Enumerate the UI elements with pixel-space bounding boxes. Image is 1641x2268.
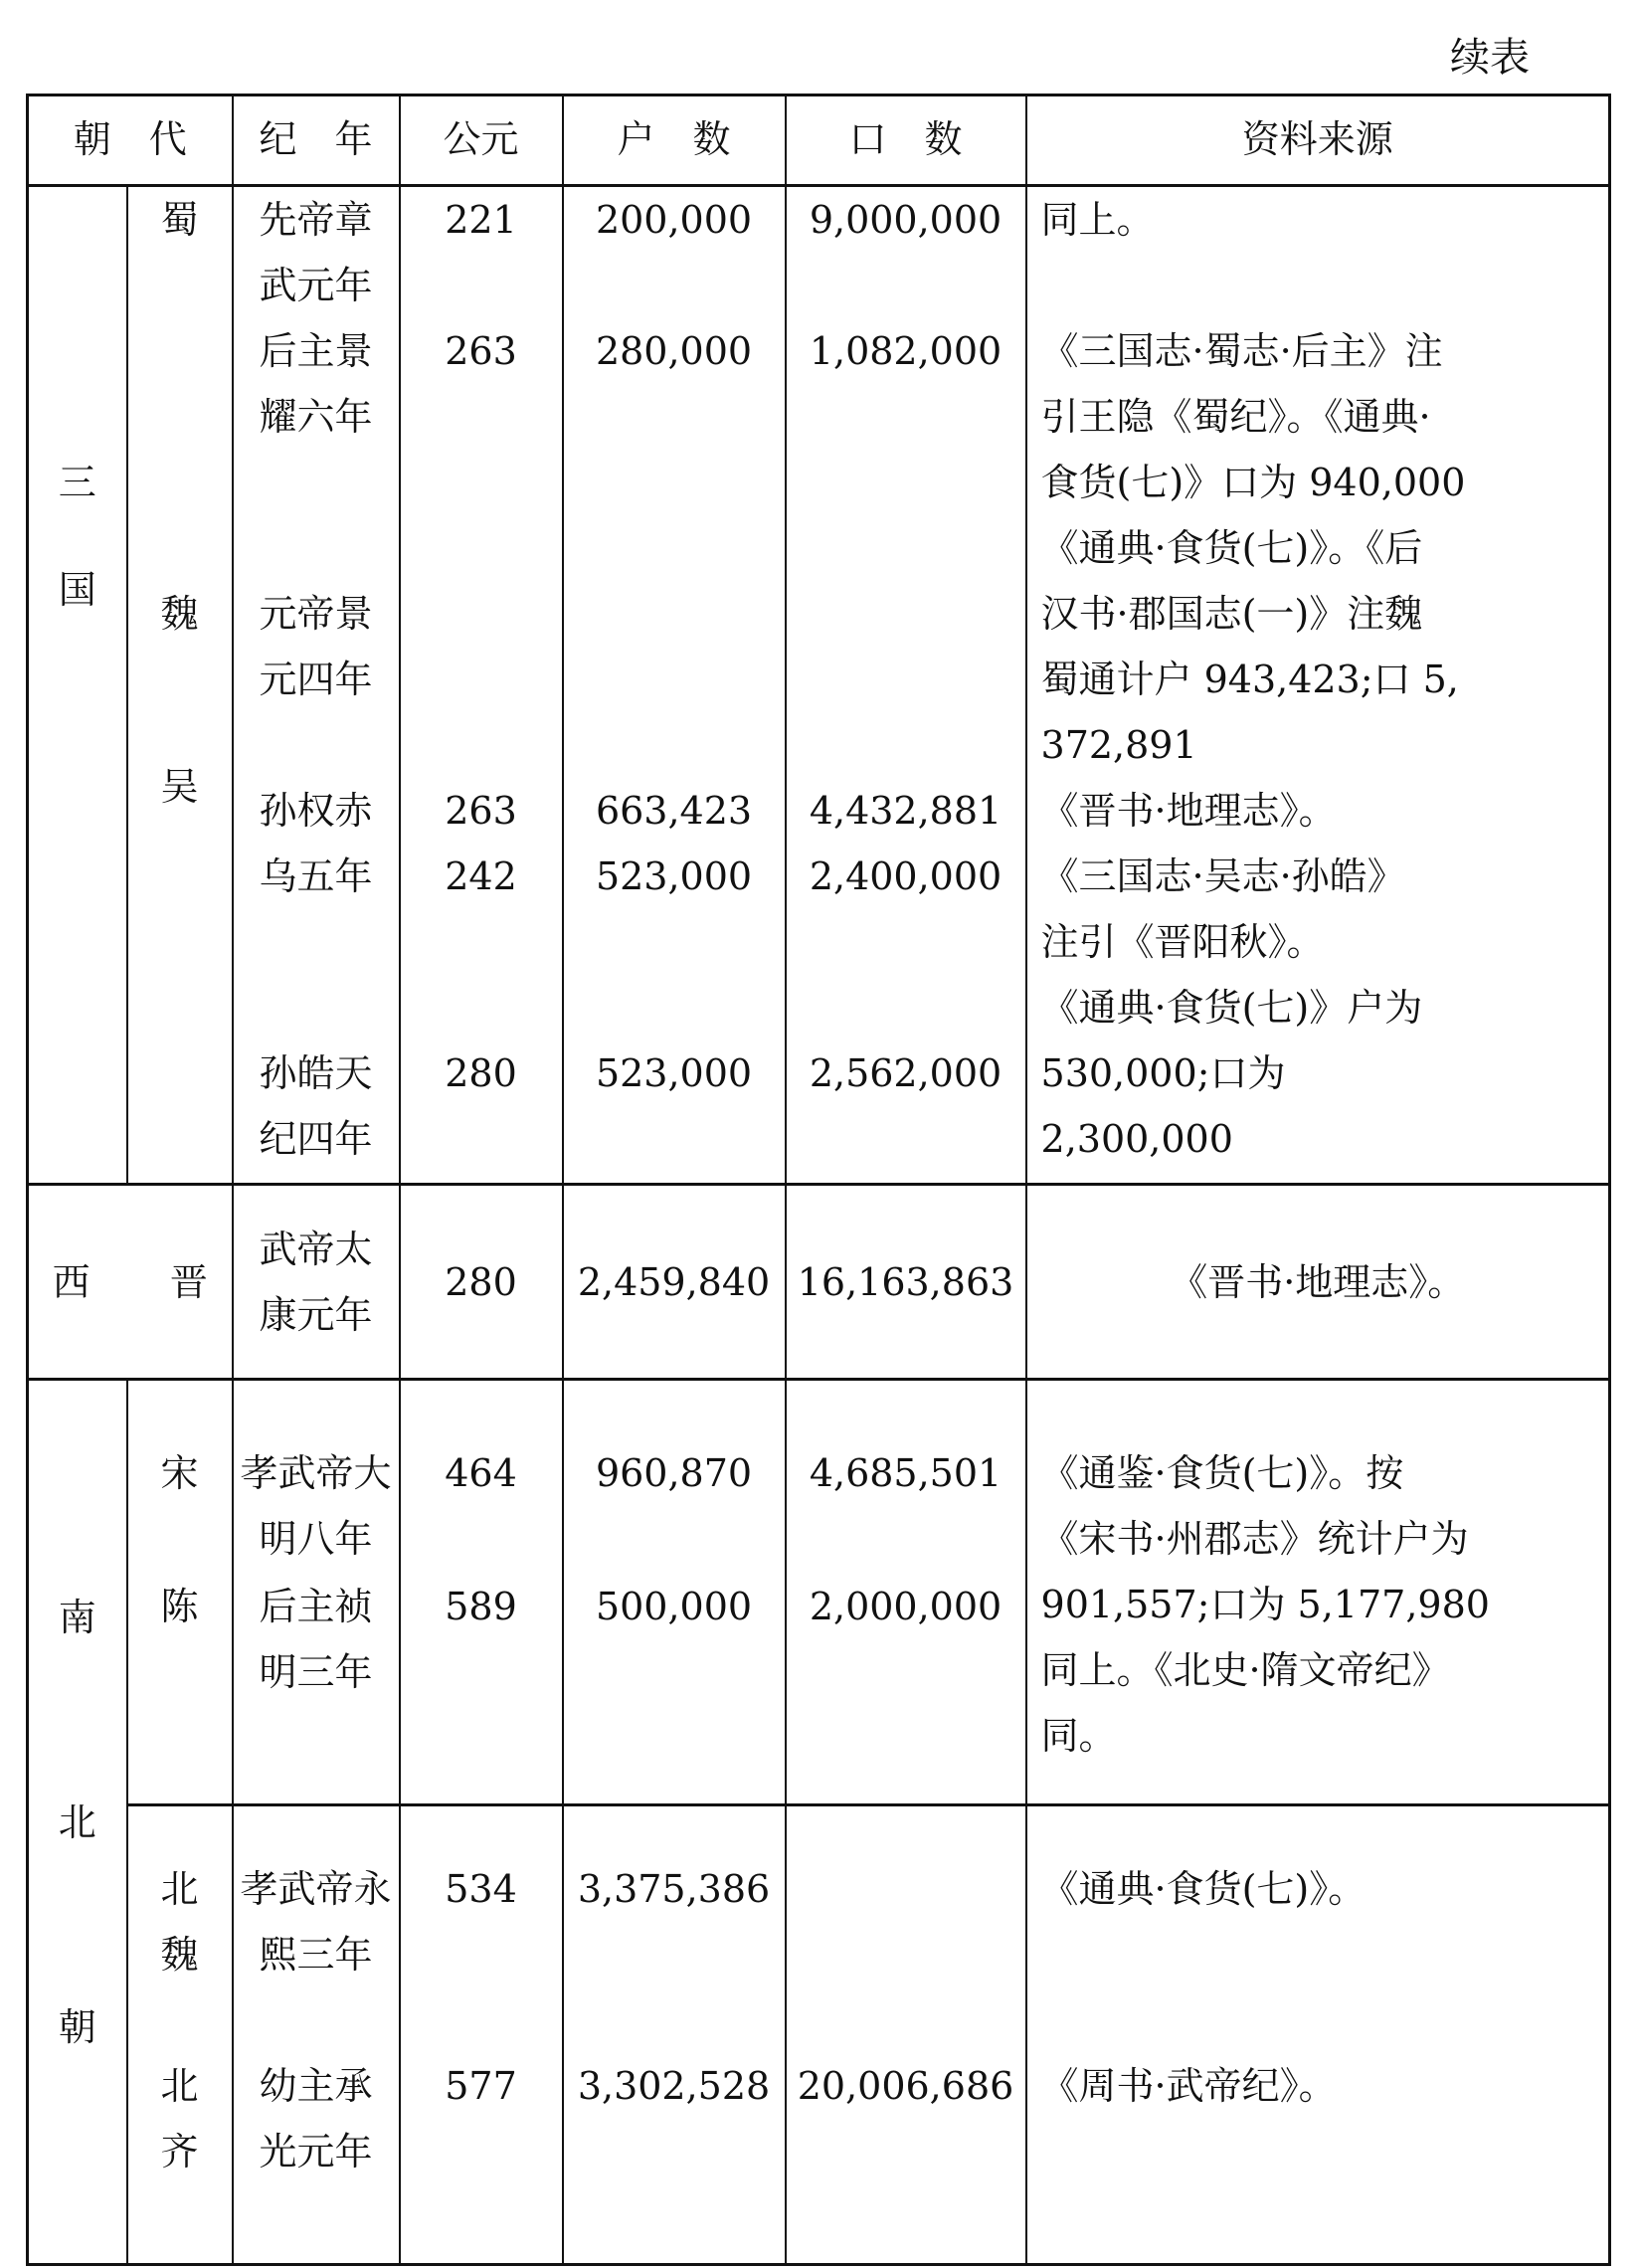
population-cell: 1,082,000 (809, 329, 1003, 373)
year-column (400, 1805, 563, 2265)
source-line (1041, 253, 1609, 318)
era-line: 孝武帝大 (240, 1451, 392, 1495)
year-column (400, 186, 563, 1185)
era-line: 元四年 (259, 658, 373, 701)
source-line: 食货(七)》口为 940,000 (1040, 461, 1466, 504)
era-line: 武元年 (259, 264, 373, 307)
state-northern-wei: 魏 (160, 1933, 199, 1977)
households-cell: 663,423 (595, 789, 753, 833)
state-column (127, 186, 233, 1185)
era-line: 后主景 (259, 329, 373, 373)
dynasty-char: 晋 (169, 1259, 208, 1304)
year-cell: 263 (445, 789, 517, 833)
era-line: 后主祯 (259, 1585, 373, 1628)
source-line: 同上。 (1040, 198, 1155, 242)
population-column (786, 1380, 1026, 1805)
households-cell: 2,459,840 (563, 1185, 786, 1380)
dynasty-char: 南 (58, 1595, 96, 1639)
year-cell: 577 (445, 2064, 517, 2108)
era-column (233, 1805, 400, 2265)
dynasty-char: 朝 (58, 2004, 96, 2049)
era-line: 孝武帝永 (240, 1867, 392, 1911)
era-line: 孙皓天 (259, 1051, 373, 1095)
households-column (563, 1805, 786, 2265)
households-cell: 3,302,528 (577, 2064, 771, 2108)
era-cell (233, 1185, 400, 1380)
continued-label: 续表 (1450, 35, 1530, 81)
source-line: 372,891 (1040, 723, 1197, 767)
state-northern-wei: 北 (160, 1867, 199, 1911)
households-cell: 523,000 (595, 854, 753, 898)
state-column (127, 1805, 233, 2265)
header-dynasty: 朝 代 (28, 95, 233, 186)
population-cell: 2,400,000 (809, 854, 1003, 898)
year-cell: 464 (445, 1451, 517, 1495)
era-line: 幼主承 (259, 2064, 373, 2108)
year-cell: 534 (445, 1867, 517, 1911)
source-line: 《通典·食货(七)》。 (1040, 1867, 1367, 1911)
source-line: 注引《晋阳秋》。 (1040, 920, 1325, 964)
year-cell: 242 (445, 854, 517, 898)
era-line: 纪四年 (259, 1117, 373, 1161)
population-cell: 20,006,686 (797, 2064, 1014, 2108)
year-cell: 221 (445, 198, 517, 242)
state-wei: 魏 (160, 592, 199, 636)
source-line: 同上。《北史·隋文帝纪》 (1040, 1648, 1450, 1692)
source-line: 《周书·武帝纪》。 (1040, 2064, 1337, 2108)
source-column (1026, 186, 1610, 1185)
era-line: 明三年 (259, 1650, 373, 1694)
year-cell: 589 (445, 1585, 517, 1628)
dynasty-char: 北 (58, 1799, 96, 1844)
source-column (1026, 1380, 1610, 1805)
three-kingdoms-row (28, 186, 1610, 1185)
households-cell: 3,375,386 (577, 1867, 771, 1911)
header-households: 户 数 (563, 95, 786, 186)
source-line: 2,300,000 (1040, 1117, 1233, 1161)
population-cell: 2,562,000 (809, 1051, 1003, 1095)
population-table (26, 94, 1611, 2266)
source-line: 引王隐《蜀纪》。《通典· (1040, 395, 1431, 439)
households-column (563, 1380, 786, 1805)
population-cell: 4,432,881 (809, 789, 1003, 833)
source-line: 《通鉴·食货(七)》。按 (1040, 1451, 1404, 1495)
era-line: 康元年 (259, 1292, 373, 1337)
households-cell: 280,000 (595, 329, 753, 373)
source-line: 《通典·食货(七)》户为 (1040, 986, 1423, 1030)
year-column (400, 1380, 563, 1805)
source-line: 《通典·食货(七)》。《后 (1040, 526, 1423, 570)
state-column (127, 1380, 233, 1805)
dynasty-char: 西 (52, 1259, 91, 1304)
era-line: 乌五年 (259, 854, 373, 898)
northern-dynasties-row (28, 1805, 1610, 2265)
state-shu: 蜀 (160, 198, 199, 242)
source-line: 901,557;口为 5,177,980 (1040, 1583, 1490, 1626)
state-chen: 陈 (160, 1585, 199, 1628)
dynasty-char: 三 (58, 461, 96, 504)
source-line: 汉书·郡国志(一)》注魏 (1040, 592, 1423, 636)
source-column (1026, 1805, 1610, 2265)
households-cell: 960,870 (595, 1451, 753, 1495)
households-cell: 523,000 (595, 1051, 753, 1095)
source-line: 《宋书·州郡志》统计户为 (1040, 1517, 1469, 1561)
households-cell: 200,000 (595, 198, 753, 242)
year-cell: 263 (445, 329, 517, 373)
households-column (563, 186, 786, 1185)
era-line: 明八年 (259, 1517, 373, 1561)
source-line: 蜀通计户 943,423;口 5, (1040, 658, 1459, 701)
header-population: 口 数 (786, 95, 1026, 186)
header-era: 纪 年 (233, 95, 400, 186)
households-cell: 500,000 (595, 1585, 753, 1628)
population-cell: 2,000,000 (809, 1585, 1003, 1628)
era-line: 元帝景 (259, 592, 373, 636)
source-line: 同。 (1040, 1714, 1117, 1758)
source-line: 530,000;口为 (1040, 1051, 1286, 1095)
header-source: 资料来源 (1026, 95, 1610, 186)
population-column (786, 186, 1026, 1185)
state-northern-qi: 齐 (160, 2130, 199, 2174)
dynasty-southern-northern (28, 1380, 127, 2265)
southern-dynasties-row (28, 1380, 1610, 1805)
source-line: 《三国志·蜀志·后主》注 (1040, 329, 1443, 373)
dynasty-western-jin (28, 1185, 233, 1380)
era-column (233, 186, 400, 1185)
era-line: 耀六年 (259, 395, 373, 439)
header-year: 公元 (400, 95, 563, 186)
dynasty-char: 国 (58, 568, 96, 612)
dynasty-three-kingdoms (28, 186, 127, 1185)
source-line: 《晋书·地理志》。 (1040, 789, 1337, 833)
era-line: 孙权赤 (259, 789, 373, 833)
era-line: 光元年 (259, 2130, 373, 2174)
era-line: 先帝章 (259, 198, 373, 242)
source-line: 《三国志·吴志·孙皓》 (1040, 854, 1405, 898)
state-wu: 吴 (160, 765, 199, 809)
population-column (786, 1805, 1026, 2265)
source-cell: 《晋书·地理志》。 (1026, 1185, 1610, 1380)
population-cell: 9,000,000 (809, 198, 1003, 242)
header-row (28, 95, 1610, 186)
population-cell: 4,685,501 (809, 1451, 1003, 1495)
year-cell: 280 (445, 1051, 517, 1095)
state-northern-qi: 北 (160, 2064, 199, 2108)
population-cell: 16,163,863 (786, 1185, 1026, 1380)
state-song: 宋 (160, 1451, 199, 1495)
era-column (233, 1380, 400, 1805)
era-line: 熙三年 (259, 1933, 373, 1977)
year-cell: 280 (400, 1185, 563, 1380)
population-cell (787, 1856, 1025, 1922)
western-jin-row (28, 1185, 1610, 1380)
era-line: 武帝太 (259, 1227, 373, 1271)
